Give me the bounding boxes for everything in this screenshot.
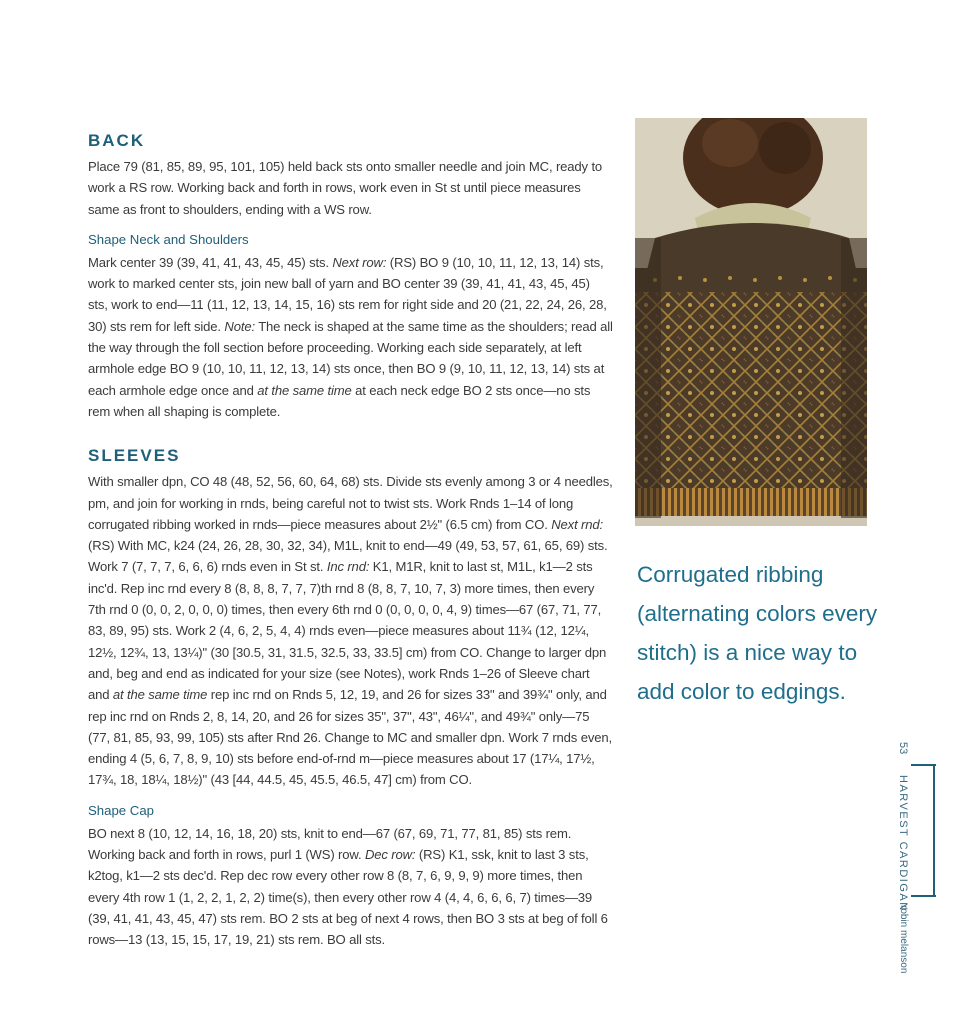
- sleeves-instructions: With smaller dpn, CO 48 (48, 52, 56, 60, 64, 68) sts. Divide sts evenly among 3 or 4 needles, pm, and join for working in rnds, being careful not to twist sts. Work Rnds 1–14 of long corrugated ribbing worked in rnds—piece measures about 2½" (6.5 cm) from CO. Next rnd: (RS) With MC, k24 (24, 26, 28, 30, 32, 34), M1L, knit to end—49 (49, 53, 57, 61, 65, 69) sts. Work 7 (7, 7, 7, 6, 6, 6) rnds even in St st. Inc rnd: K1, M1R, knit to last st, M1L, k1—2 sts inc'd. Rep inc rnd every 8 (8, 8, 8, 7, 7, 7)th rnd 8 (8, 8, 7, 10, 7, 3) more times, then every 7th rnd 0 (0, 0, 2, 0, 0, 0) times, then every 6th rnd 0 (0, 0, 0, 0, 4, 9) times—67 (67, 71, 77, 83, 89, 95) sts. Work 2 (4, 6, 2, 5, 4, 4) rnds even—piece measures about 11¾ (12, 12¼, 12½, 12¾, 13, 13¼)" (30 [30.5, 31, 31.5, 32.5, 33, 33.5] cm) from CO. Change to larger dpn and, beg and end as indicated for your size (see Notes), work Rnds 1–26 of Sleeve chart and at the same time rep inc rnd on Rnds 5, 12, 19, and 26 for sizes 33" and 39¾" only, and rep inc rnd on Rnds 2, 8, 14, 20, and 26 for sizes 35", 37", 43", 46¼", and 49¾" only—75 (77, 81, 85, 93, 99, 105) sts after Rnd 26. Change to MC and smaller dpn. Work 7 rnds even, ending 4 (5, 6, 7, 8, 9, 10) sts before end-of-rnd m—piece measures about 17 (17¼, 17½, 17¾, 18, 18¼, 18½)" (43 [44, 44.5, 45, 45.5, 46.5, 47] cm) from CO.: [88, 474, 613, 788]
- shape-cap-instructions: BO next 8 (10, 12, 14, 16, 18, 20) sts, knit to end—67 (67, 69, 71, 77, 81, 85) sts rem. Working back and forth in rows, purl 1 (WS) row. Dec row: (RS) K1, ssk, knit to last 3 sts, k2tog, k1—2 sts dec'd. Rep dec row every other row 8 (8, 7, 6, 9, 9, 9) more times, then every 4th row 1 (1, 2, 2, 1, 2, 2) time(s), then every other row 4 (4, 4, 6, 6, 6, 7) times—39 (39, 41, 41, 43, 45, 47) sts rem. BO 2 sts at beg of next 4 rows, then BO 3 sts at beg of foll 6 rows—13 (13, 15, 15, 17, 19, 21) sts rem. BO all sts.: [88, 825, 608, 948]
- sweater-photo: [635, 118, 867, 526]
- back-heading: BACK: [88, 131, 146, 150]
- sleeves-heading: SLEEVES: [88, 446, 181, 466]
- shape-neck-instructions: Mark center 39 (39, 41, 41, 43, 45, 45) sts. Next row: (RS) BO 9 (10, 10, 11, 12, 13, 14) sts, work to marked center sts, join new ball of yarn and BO center 39 (39, 41, 41, 43, 45, 45) sts, work to end—11 (11, 12, 13, 14, 15, 16) sts rem for right side and 20 (21, 22, 24, 26, 28, 30) sts rem for left side. Note: The neck is shaped at the same time as the shoulders; read all the way through the foll section before proceeding. Working each side separately, at left armhole edge BO 9 (10, 10, 11, 12, 13, 14) sts once, then BO 9 (9, 10, 11, 12, 13, 14) sts at each armhole edge once and at the same time at each neck edge BO 2 sts once—no sts rem when all shaping is complete.: [88, 254, 613, 419]
- photo-caption: Corrugated ribbing (alternating colors every stitch) is a nice way to add color to edgings.: [637, 562, 878, 704]
- pattern-text-column: [88, 130, 613, 951]
- sidebar-vertical-rule: [933, 764, 935, 897]
- sidebar-rule-bottom: [911, 895, 936, 897]
- author-name: robin melanson: [898, 905, 909, 974]
- running-title: HARVEST CARDIGAN: [897, 775, 909, 912]
- shape-neck-heading: Shape Neck and Shoulders: [88, 231, 249, 247]
- page-number: 53: [897, 742, 909, 755]
- shape-cap-heading: Shape Cap: [88, 802, 154, 818]
- back-instructions: Place 79 (81, 85, 89, 95, 101, 105) held back sts onto smaller needle and join MC, ready to work a RS row. Working back and forth in rows, work even in St st until piece measures same as front to shoulders, ending with a WS row.: [88, 159, 603, 217]
